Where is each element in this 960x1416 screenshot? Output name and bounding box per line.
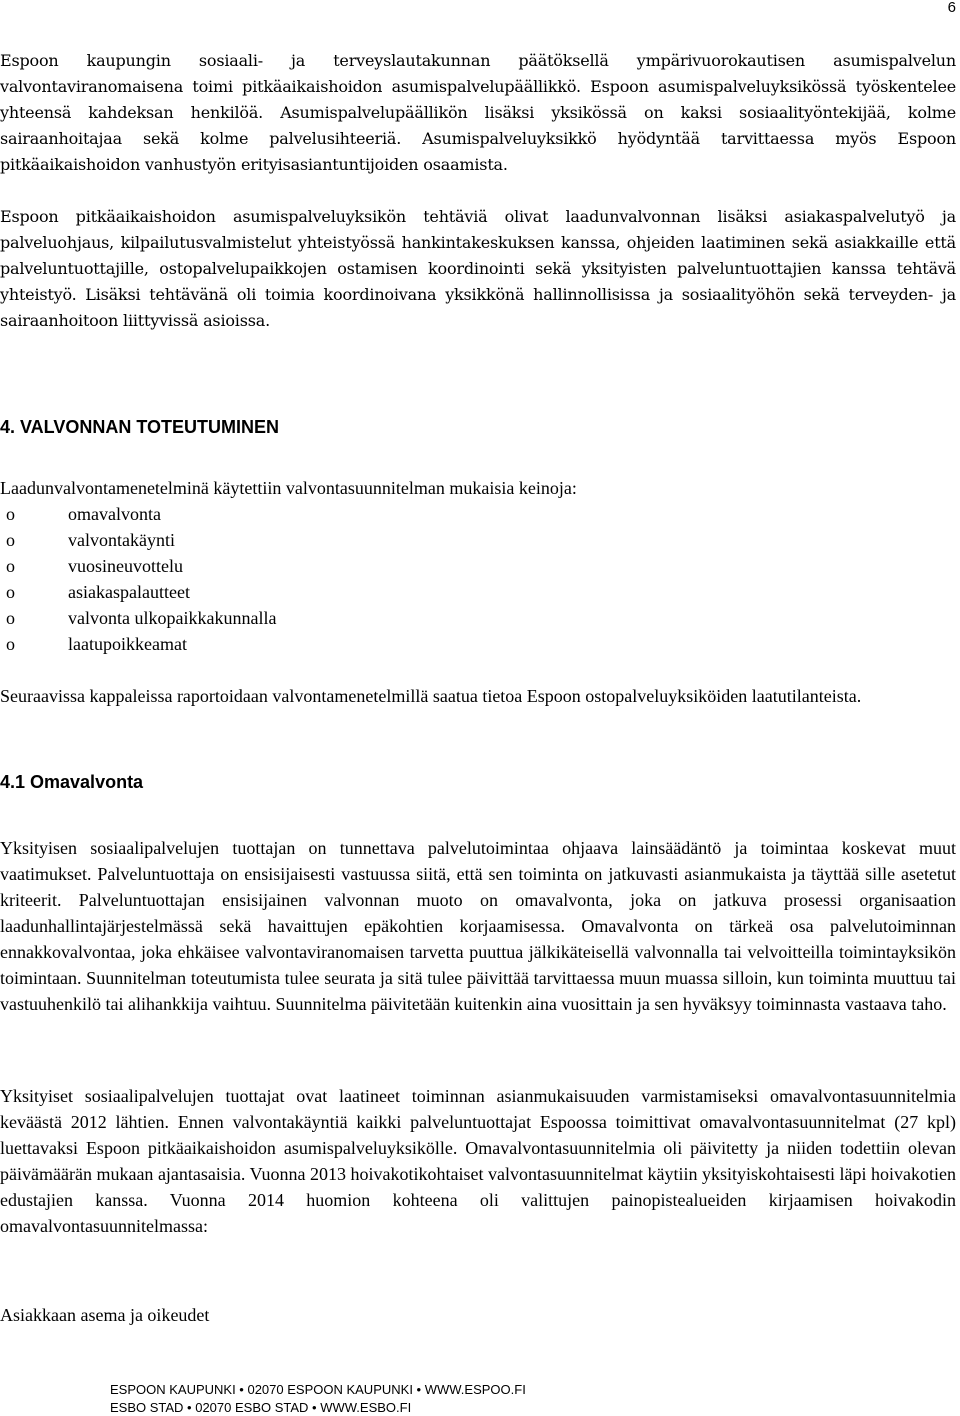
footer-esbo-address: ESBO STAD • 02070 ESBO STAD • WWW.ESBO.FI [110, 1400, 412, 1415]
heading-section-4: 4. VALVONNAN TOTEUTUMINEN [0, 417, 280, 437]
paragraph-supervisory-staff: Espoon kaupungin sosiaali- ja terveyslautakunnan päätöksellä ympärivuorokautisen asumispalvelun valvontaviranomaisena toimi pitkäaikaishoidon asumispalvelupäällikkö. Espoon asumispalveluyksikössä työskentelee yhteensä kahdeksan henkilöä. Asumispalvelupäällikön lisäksi yksikössä on kaksi sosiaalityöntekijää, kolme sairaanhoitajaa sekä kolme palvelusihteeriä. Asumispalveluyksikkö hyödyntää tarvittaessa myös Espoon pitkäaikaishoidon vanhustyön erityisasiantuntijoiden osaamista. [0, 51, 956, 174]
paragraph-client-rights: Asiakkaan asema ja oikeudet [0, 1305, 210, 1325]
list-item [0, 553, 276, 579]
list-item [0, 527, 276, 553]
paragraph-self-monitoring: Yksityisen sosiaalipalvelujen tuottajan on tunnettava palvelutoimintaa ohjaava lainsäädäntö ja toimintaa koskevat muut vaatimukset. Palveluntuottaja on ensisijaisesti vastuussa siitä, että sen toiminta on jatkuvasti asianmukaista ja täyttää sille asetetut kriteerit. Palveluntuottajan ensisijainen valvonnan muoto on omavalvonta, joka on jatkuva prosessi organisaation laadunhallintajärjestelmässä sekä havaittujen epäkohtien korjaamisessa. Omavalvonta on tärkeä osa palvelutoiminnan ennakkovalvontaa, joka ehkäisee valvontaviranomaisen tarvetta puuttua jälkikäteisellä valvonnalla tai velvoitteilla toimintayksikön toimintaan. Suunnitelman toteutumista tulee seurata ja sitä tulee päivittää tarvittaessa muun muassa silloin, kun toiminta muuttuu tai vastuuhenkilö tai alihankkija vaihtuu. Suunnitelma päivitetään kuitenkin aina vuosittain ja sen hyväksyy toiminnasta vastaava taho. [0, 838, 956, 1014]
list-item [0, 605, 276, 631]
bullet-marker: o [6, 556, 15, 576]
list-item-text: valvonta ulkopaikkakunnalla [68, 608, 277, 628]
list-item-text: vuosineuvottelu [68, 556, 183, 576]
list-item-text: valvontakäynti [68, 530, 175, 550]
bullet-marker: o [6, 504, 15, 524]
methods-list [0, 501, 276, 657]
heading-section-4-1: 4.1 Omavalvonta [0, 772, 144, 792]
list-item [0, 631, 276, 657]
paragraph-self-monitoring-plans: Yksityiset sosiaalipalvelujen tuottajat ovat laatineet toiminnan asianmukaisuuden varmistamiseksi omavalvontasuunnitelmia keväästä 2012 lähtien. Ennen valvontakäyntiä kaikki palveluntuottajat Espoossa toimittivat omavalvontasuunnitelmat (27 kpl) luettavaksi Espoon pitkäaikaishoidon asumispalveluyksikölle. Omavalvontasuunnitelmia oli päivitetty ja niiden todettiin olevan päivämäärän mukaan ajantasaisia. Vuonna 2013 hoivakotikohtaiset valvontasuunnitelmat käytiin yksityiskohtaisesti läpi hoivakotien edustajien kanssa. Vuonna 2014 huomion kohteena oli valittujen painopistealueiden kirjaamisen hoivakodin omavalvontasuunnitelmassa: [0, 1086, 956, 1236]
footer-espoo-address: ESPOON KAUPUNKI • 02070 ESPOON KAUPUNKI • WWW.ESPOO.FI [110, 1382, 526, 1397]
list-item-text: omavalvonta [68, 504, 161, 524]
paragraph-reporting-note: Seuraavissa kappaleissa raportoidaan valvontamenetelmillä saatua tietoa Espoon ostopalveluyksiköiden laatutilanteista. [0, 686, 862, 706]
list-item [0, 501, 276, 527]
bullet-marker: o [6, 608, 15, 628]
list-item-text: laatupoikkeamat [68, 634, 187, 654]
bullet-marker: o [6, 582, 15, 602]
bullet-marker: o [6, 530, 15, 550]
list-item-text: asiakaspalautteet [68, 582, 190, 602]
paragraph-unit-tasks: Espoon pitkäaikaishoidon asumispalveluyksikön tehtäviä olivat laadunvalvonnan lisäksi asiakaspalvelutyö ja palveluohjaus, kilpailutusvalmistelut yhteistyössä hankintakeskuksen kanssa, ohjeiden laatiminen sekä asiakkaille että palveluntuottajille, ostopalvelupaikkojen ostamisen koordinointi sekä yksityisten palveluntuottajien kanssa tehtävä yhteistyö. Lisäksi tehtävänä oli toimia koordinoivana yksikkönä hallinnollisissa ja sosiaalityöhön sekä terveyden- ja sairaanhoitoon liittyvissä asioissa. [0, 207, 956, 330]
list-item [0, 579, 276, 605]
page-number: 6 [947, 0, 956, 16]
paragraph-methods-intro: Laadunvalvontamenetelminä käytettiin valvontasuunnitelman mukaisia keinoja: [0, 478, 577, 498]
bullet-marker: o [6, 634, 15, 654]
